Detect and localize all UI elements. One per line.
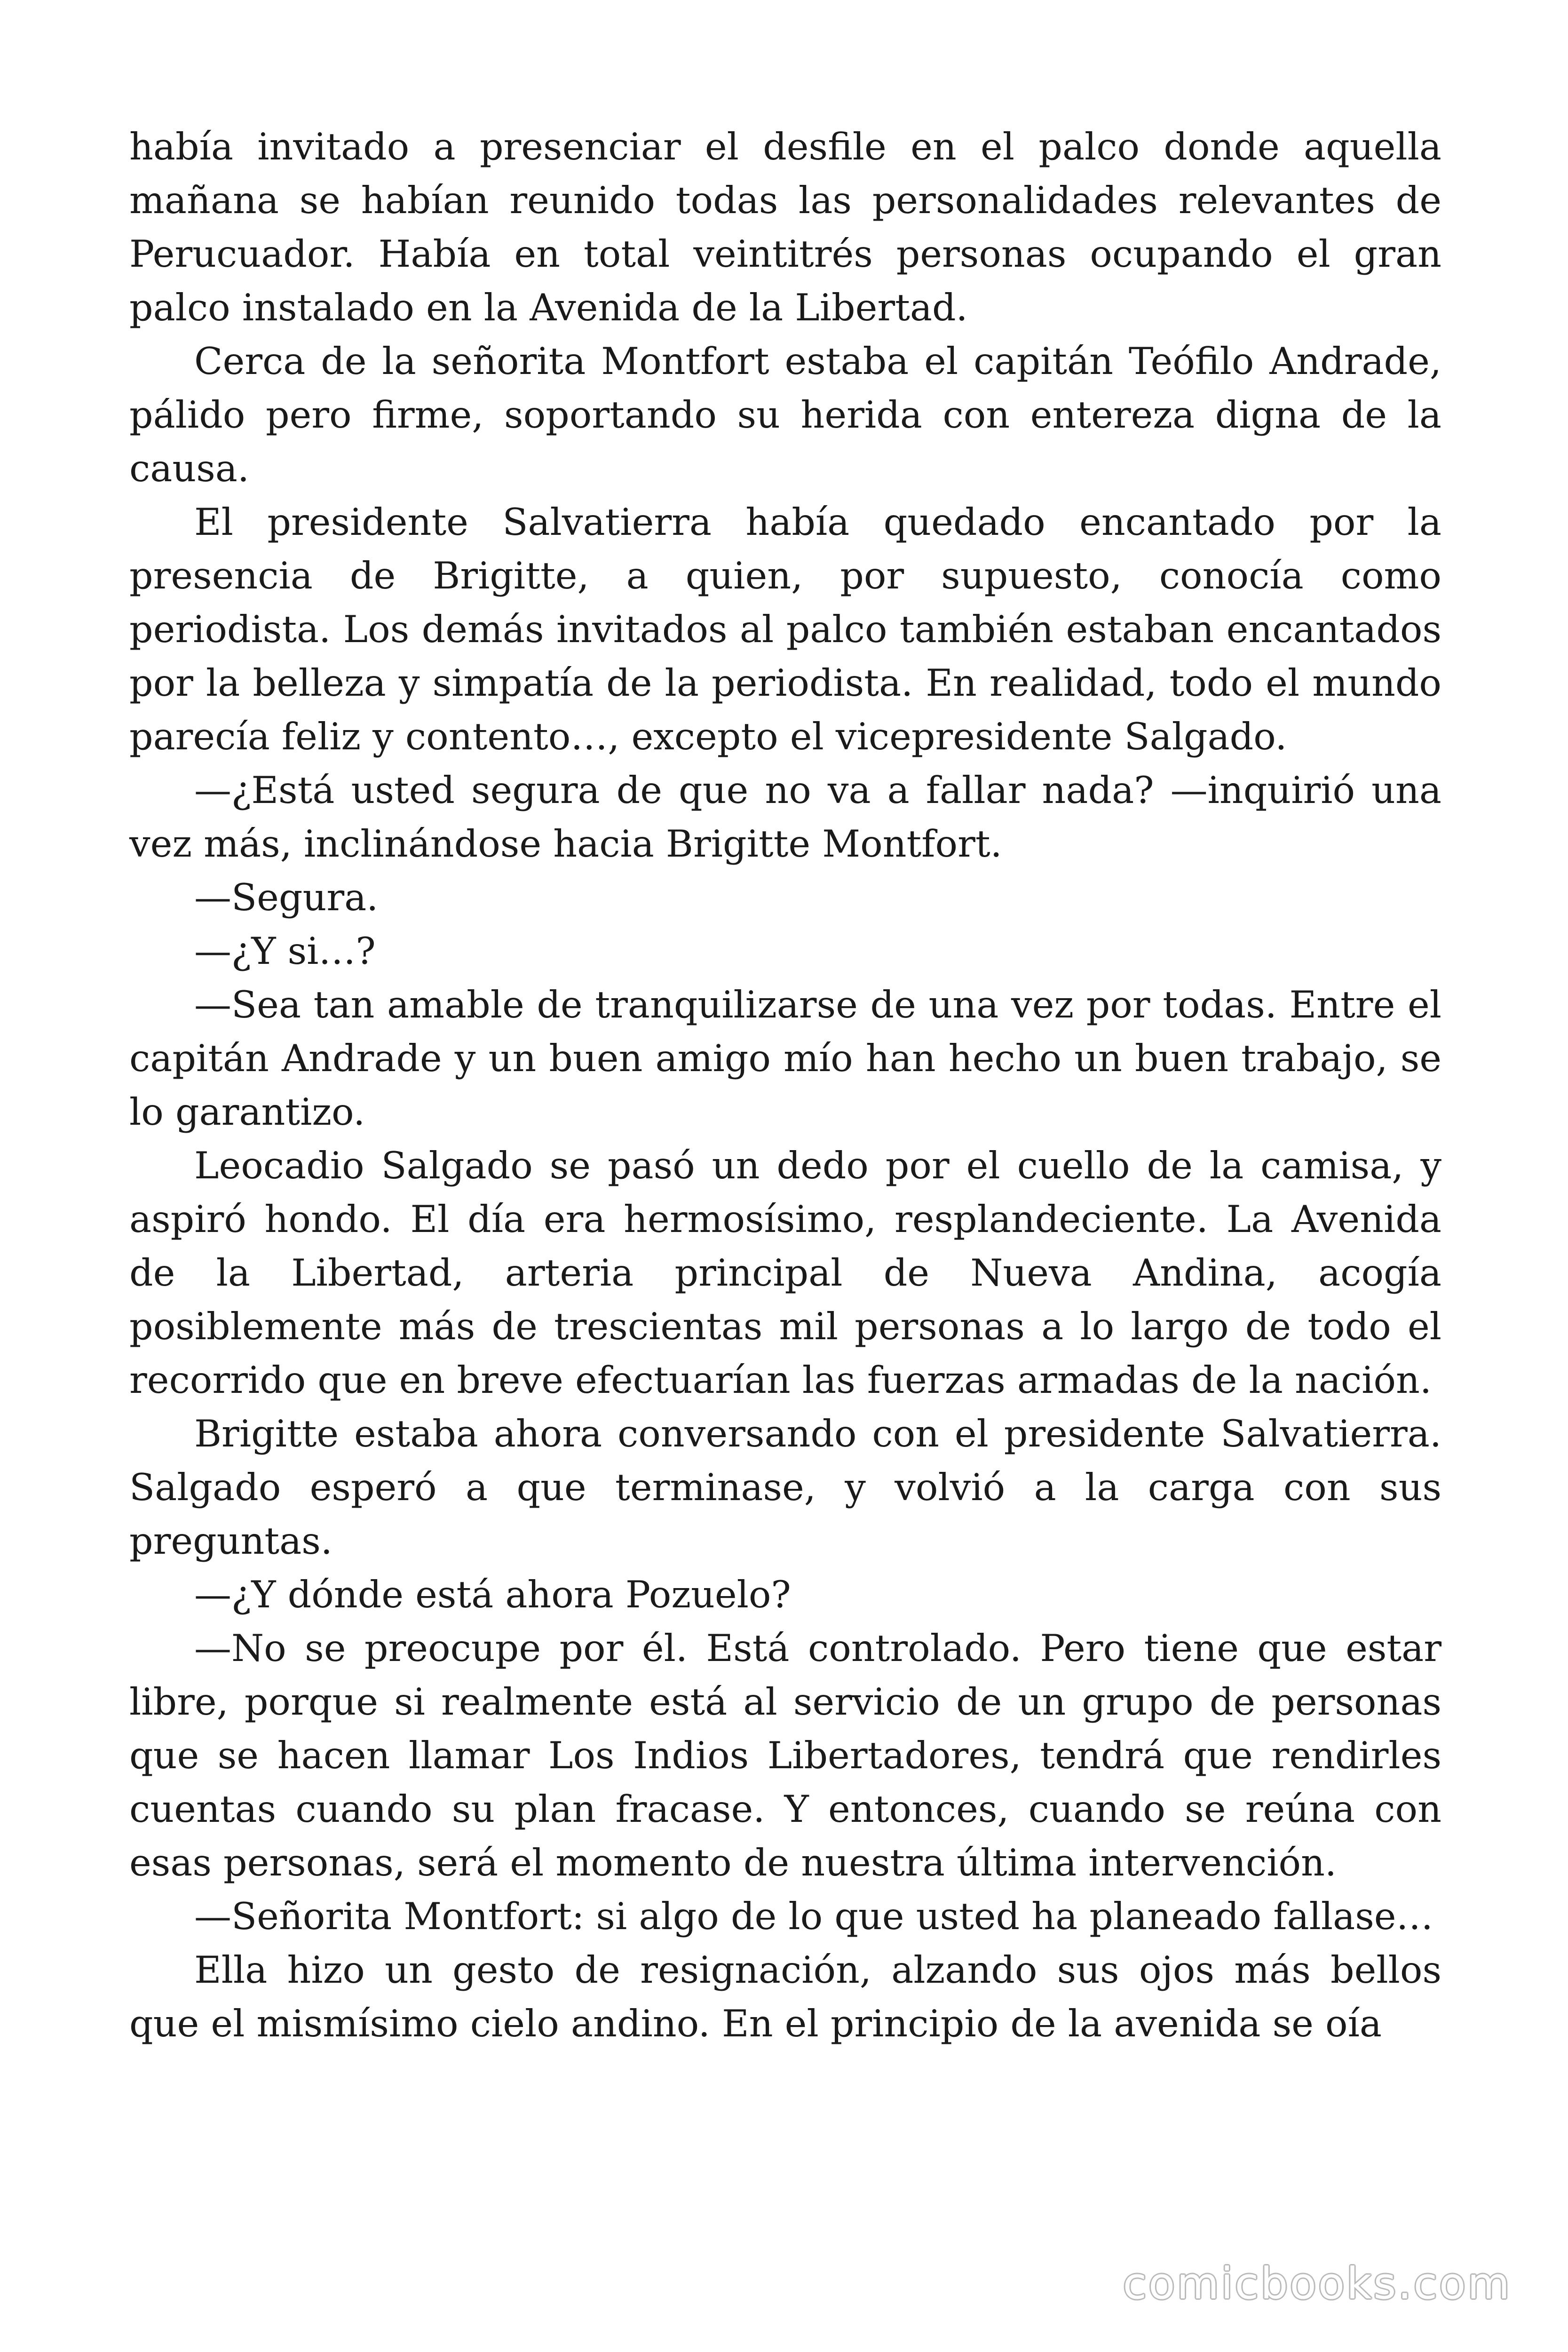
paragraph: Ella hizo un gesto de resignación, alzando sus ojos más bellos que el mismísimo cielo andino. En el principio de la avenida se oía [129,1948,1441,2045]
dialogue-line: —Segura. [194,876,379,919]
dialogue-line: —Sea tan amable de tranquilizarse de una vez por todas. Entre el capitán Andrade y un buen amigo mío han hecho un buen trabajo, se lo garantizo. [129,983,1441,1134]
watermark-logo: comicbooks.com [1123,2258,1512,2309]
dialogue-line: —¿Está usted segura de que no va a fallar nada? —inquirió una vez más, inclinándose hacia Brigitte Montfort. [129,769,1441,866]
paragraph: Cerca de la señorita Montfort estaba el capitán Teófilo Andrade, pálido pero firme, soportando su herida con entereza digna de la causa. [129,340,1441,490]
dialogue-line: —¿Y si…? [194,930,376,973]
dialogue-line: —¿Y dónde está ahora Pozuelo? [194,1573,791,1616]
dialogue-line: —No se preocupe por él. Está controlado. Pero tiene que estar libre, porque si realmente está al servicio de un grupo de personas que se hacen llamar Los Indios Libertadores, tendrá que rendirles cuentas cuando su plan fracase. Y entonces, cuando se reúna con esas personas, será el momento de nuestra última intervención. [129,1627,1441,1884]
paragraph: Leocadio Salgado se pasó un dedo por el cuello de la camisa, y aspiró hondo. El día era hermosísimo, resplandeciente. La Avenida de la Libertad, arteria principal de Nueva Andina, acogía posiblemente más de trescientas mil personas a lo largo de todo el recorrido que en breve efectuarían las fuerzas armadas de la nación. [129,1144,1441,1402]
dialogue-line: —Señorita Montfort: si algo de lo que usted ha planeado fallase… [194,1895,1433,1938]
paragraph: Brigitte estaba ahora conversando con el presidente Salvatierra. Salgado esperó a que terminase, y volvió a la carga con sus preguntas. [129,1412,1441,1563]
paragraph: El presidente Salvatierra había quedado encantado por la presencia de Brigitte, a quien, por supuesto, conocía como periodista. Los demás invitados al palco también estaban encantados por la belleza y simpatía de la periodista. En realidad, todo el mundo parecía feliz y contento…, excepto el vicepresidente Salgado. [129,501,1441,758]
book-page-text [129,120,1441,2050]
paragraph: había invitado a presenciar el desfile en el palco donde aquella mañana se habían reunido todas las personalidades relevantes de Perucuador. Había en total veintitrés personas ocupando el gran palco instalado en la Avenida de la Libertad. [129,125,1441,329]
